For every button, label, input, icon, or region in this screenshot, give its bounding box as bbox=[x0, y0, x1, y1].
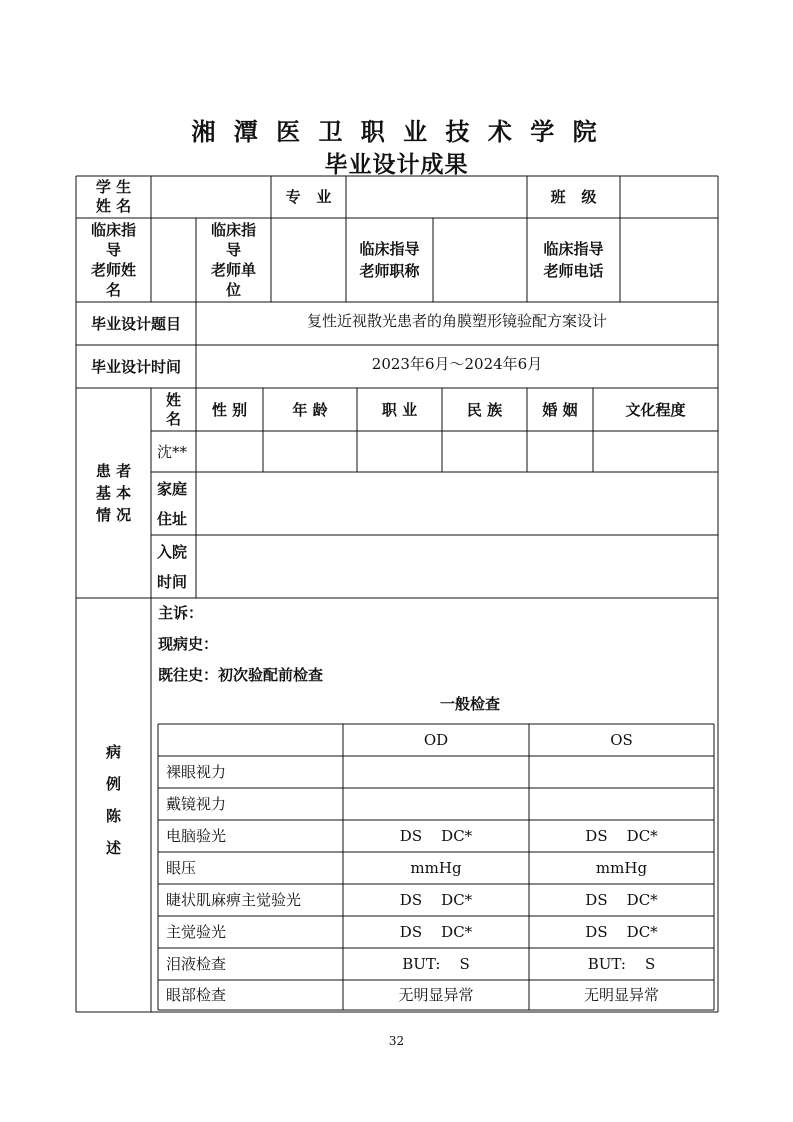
exam-row-od-value: BUT: S bbox=[402, 955, 470, 973]
patient-age-field[interactable] bbox=[263, 431, 357, 472]
present-history: 现病史： bbox=[158, 635, 219, 653]
instructor-unit-label: 临床指 导 老师单 位 bbox=[210, 221, 256, 299]
chief-complaint: 主诉： bbox=[158, 604, 204, 622]
patient-ethnicity-header: 民 族 bbox=[466, 400, 503, 419]
design-topic-label: 毕业设计题目 bbox=[90, 314, 181, 333]
exam-row-label: 戴镜视力 bbox=[166, 795, 227, 813]
exam-row-label: 眼部检查 bbox=[166, 986, 227, 1004]
patient-marriage-header: 婚 姻 bbox=[542, 400, 578, 419]
instructor-title-field[interactable] bbox=[433, 218, 527, 302]
exam-row-os-value bbox=[529, 756, 714, 788]
instructor-phone-label: 临床指导 老师电话 bbox=[543, 240, 604, 280]
patient-section-label: 患 者 基 本 情 况 bbox=[95, 462, 132, 524]
instructor-name-field[interactable] bbox=[151, 218, 196, 302]
exam-row-os-value: 无明显异常 bbox=[583, 986, 659, 1004]
patient-name-value: 沈** bbox=[157, 442, 188, 461]
instructor-phone-field[interactable] bbox=[620, 218, 718, 302]
patient-ethnicity-field[interactable] bbox=[442, 431, 527, 472]
patient-occupation-field[interactable] bbox=[357, 431, 442, 472]
student-name-field[interactable] bbox=[151, 176, 271, 218]
instructor-unit-field[interactable] bbox=[271, 218, 346, 302]
exam-row-label: 电脑验光 bbox=[166, 827, 227, 845]
patient-education-header: 文化程度 bbox=[625, 400, 686, 419]
patient-address-label: 家庭 住址 bbox=[157, 479, 188, 528]
design-time-value: 2023年6月～2024年6月 bbox=[371, 355, 543, 373]
exam-row-label: 眼压 bbox=[166, 859, 197, 877]
exam-row-od-value: 无明显异常 bbox=[398, 986, 474, 1004]
patient-occupation-header: 职 业 bbox=[381, 400, 418, 419]
patient-gender-header: 性 别 bbox=[211, 400, 248, 419]
institution-title: 湘 潭 医 卫 职 业 技 术 学 院 bbox=[191, 118, 602, 146]
exam-row-od-value: DS DC* bbox=[399, 827, 473, 845]
design-time-label: 毕业设计时间 bbox=[90, 357, 181, 376]
class-field[interactable] bbox=[620, 176, 718, 218]
class-label: 班 级 bbox=[550, 188, 597, 206]
past-history: 既往史：初次验配前检查 bbox=[158, 666, 324, 684]
exam-row-os-value: DS DC* bbox=[585, 827, 658, 845]
exam-row-label: 睫状肌麻痹主觉验光 bbox=[166, 891, 302, 909]
instructor-title-label: 临床指导 老师职称 bbox=[359, 240, 420, 280]
exam-row-label: 主觉验光 bbox=[166, 923, 227, 941]
exam-header-os: OS bbox=[610, 731, 633, 749]
instructor-name-label: 临床指 导 老师姓 名 bbox=[90, 221, 136, 299]
exam-row-label: 泪液检查 bbox=[166, 955, 227, 973]
case-section-label: 病 例 陈 述 bbox=[105, 743, 121, 857]
major-label: 专 业 bbox=[285, 188, 332, 206]
exam-row-os-value: mmHg bbox=[595, 859, 648, 877]
student-name-label: 学 生 姓 名 bbox=[95, 178, 132, 215]
page-number: 32 bbox=[388, 1034, 405, 1048]
exam-row-od-value bbox=[343, 756, 529, 788]
patient-age-header: 年 龄 bbox=[292, 400, 328, 419]
exam-row-os-value: DS DC* bbox=[585, 923, 658, 941]
exam-row-os-value bbox=[529, 788, 714, 820]
exam-title: 一般检查 bbox=[439, 695, 500, 713]
exam-header-od: OD bbox=[423, 731, 449, 749]
exam-row-od-value: DS DC* bbox=[399, 923, 473, 941]
patient-marriage-field[interactable] bbox=[527, 431, 593, 472]
patient-name-header: 姓 名 bbox=[165, 390, 181, 428]
exam-row-od-value bbox=[343, 788, 529, 820]
patient-address-field[interactable] bbox=[196, 472, 718, 535]
exam-row-os-value: DS DC* bbox=[585, 891, 658, 909]
patient-gender-field[interactable] bbox=[196, 431, 263, 472]
design-topic-value: 复性近视散光患者的角膜塑形镜验配方案设计 bbox=[306, 312, 607, 330]
patient-admission-label: 入院 时间 bbox=[157, 542, 188, 591]
exam-row-label: 裸眼视力 bbox=[166, 763, 227, 781]
patient-education-field[interactable] bbox=[593, 431, 718, 472]
document-title: 毕业设计成果 bbox=[324, 152, 469, 178]
exam-row-os-value: BUT: S bbox=[587, 955, 656, 973]
patient-admission-field[interactable] bbox=[196, 535, 718, 598]
exam-row-od-value: DS DC* bbox=[399, 891, 473, 909]
exam-row-od-value: mmHg bbox=[410, 859, 462, 877]
major-field[interactable] bbox=[346, 176, 527, 218]
